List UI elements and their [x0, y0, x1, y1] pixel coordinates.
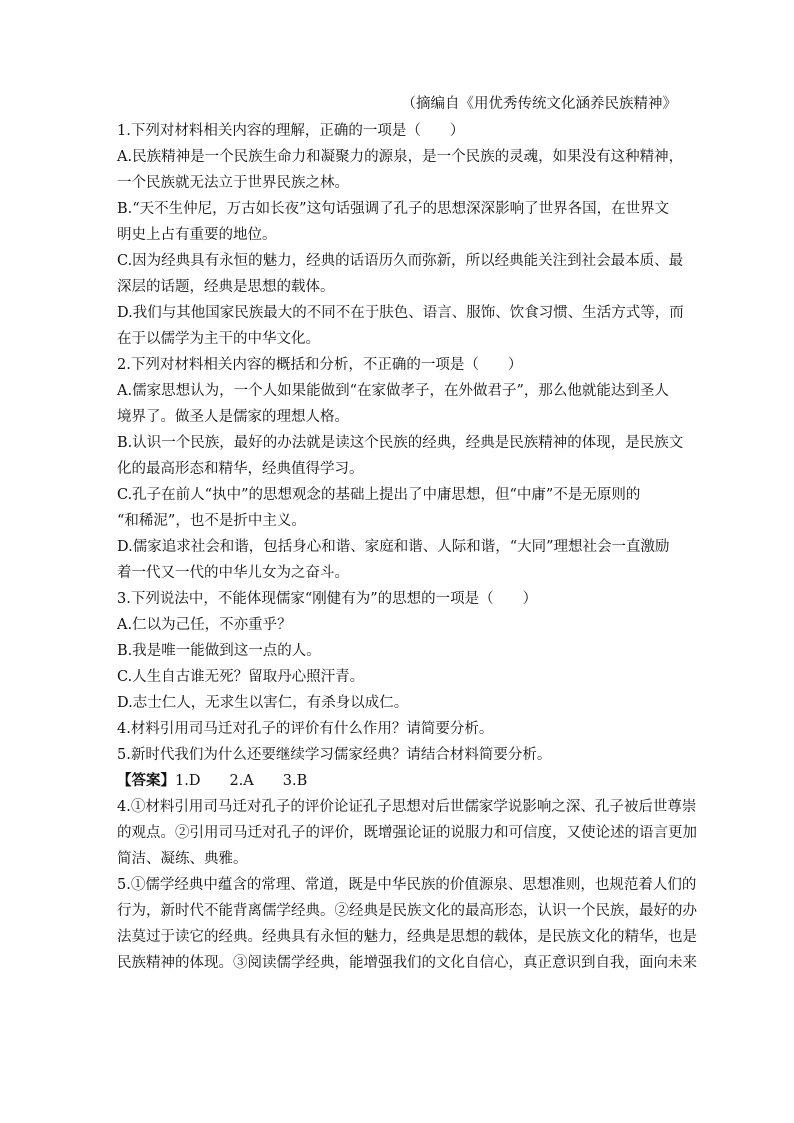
answer-line: [117, 768, 677, 794]
text-line: 着一代又一代的中华儿女为之奋斗。: [117, 565, 349, 581]
text-line: 5.①儒学经典中蕴含的常理、常道，既是中华民族的价值源泉、思想准则，也规范着人们的: [117, 877, 697, 893]
text-line: B.认识一个民族，最好的办法就是读这个民族的经典，经典是民族精神的体现，是民族文: [117, 435, 684, 451]
answer-block: [117, 768, 697, 976]
text-line: 3.下列说法中，不能体现儒家“刚健有为”的思想的一项是（ ）: [117, 591, 538, 607]
text-line: 行为，新时代不能背离儒学经典。②经典是民族文化的最高形态，认识一个民族，最好的办: [117, 903, 697, 919]
text-line: 深层的话题，经典是思想的载体。: [117, 279, 335, 295]
text-line: 5.新时代我们为什么还要继续学习儒家经典？请结合材料简要分析。: [117, 747, 552, 763]
text-line: 在于以儒学为主干的中华文化。: [117, 331, 320, 347]
answer-short: 1.D 2.A 3.B: [175, 773, 308, 789]
text-line: A.仁以为己任，不亦重乎？: [117, 617, 292, 633]
text-line: D.志士仁人，无求生以害仁，有杀身以成仁。: [117, 695, 409, 711]
text-line: C.人生自古谁无死？留取丹心照汗青。: [117, 669, 365, 685]
text-line: 2.下列对材料相关内容的概括和分析，不正确的一项是（ ）: [117, 357, 523, 373]
text-line: A.儒家思想认为，一个人如果能做到“在家做孝子，在外做君子”，那么他就能达到圣人: [117, 383, 669, 399]
text-line: 简洁、凝练、典雅。: [117, 851, 248, 867]
text-line: D.儒家追求社会和谐，包括身心和谐、家庭和谐、人际和谐，“大同”理想社会一直激励: [117, 539, 670, 555]
text-line: 4.材料引用司马迁对孔子的评价有什么作用？请简要分析。: [117, 721, 494, 737]
answer-tag: 【答案】: [117, 772, 175, 789]
text-line: B.我是唯一能做到这一点的人。: [117, 643, 321, 659]
text-line: 法莫过于读它的经典。经典具有永恒的魅力，经典是思想的载体，是民族文化的精华，也是: [117, 929, 697, 945]
source-citation: （摘编自《用优秀传统文化涵养民族精神》: [401, 96, 677, 112]
text-line: B.“天不生仲尼，万古如长夜”这句话强调了孔子的思想深深影响了世界各国，在世界文: [117, 201, 670, 217]
text-line: 4.①材料引用司马迁对孔子的评价论证孔子思想对后世儒家学说影响之深、孔子被后世尊崇: [117, 799, 697, 815]
text-line: “和稀泥”，也不是折中主义。: [117, 513, 306, 529]
text-line: D.我们与其他国家民族最大的不同不在于肤色、语言、服饰、饮食习惯、生活方式等，而: [117, 305, 684, 321]
text-line: 1.下列对材料相关内容的理解，正确的一项是（ ）: [117, 123, 465, 139]
text-line: 境界了。做圣人是儒家的理想人格。: [117, 409, 349, 425]
text-line: 的观点。②引用司马迁对孔子的评价，既增强论证的说服力和可信度，又使论述的语言更加: [117, 825, 697, 841]
text-line: A.民族精神是一个民族生命力和凝聚力的源泉，是一个民族的灵魂，如果没有这种精神，: [117, 149, 684, 165]
text-line: 化的最高形态和精华，经典值得学习。: [117, 461, 364, 477]
document-page: [117, 92, 697, 976]
text-line: 民族精神的体现。③阅读儒学经典，能增强我们的文化自信心，真正意识到自我，面向未来: [117, 955, 697, 971]
text-line: 一个民族就无法立于世界民族之林。: [117, 175, 349, 191]
question-block: [117, 118, 684, 768]
text-line: 明史上占有重要的地位。: [117, 227, 277, 243]
text-line: C.孔子在前人“执中”的思想观念的基础上提出了中庸思想，但“中庸”不是无原则的: [117, 487, 641, 503]
text-line: C.因为经典具有永恒的魅力，经典的话语历久而弥新，所以经典能关注到社会最本质、最: [117, 253, 684, 269]
